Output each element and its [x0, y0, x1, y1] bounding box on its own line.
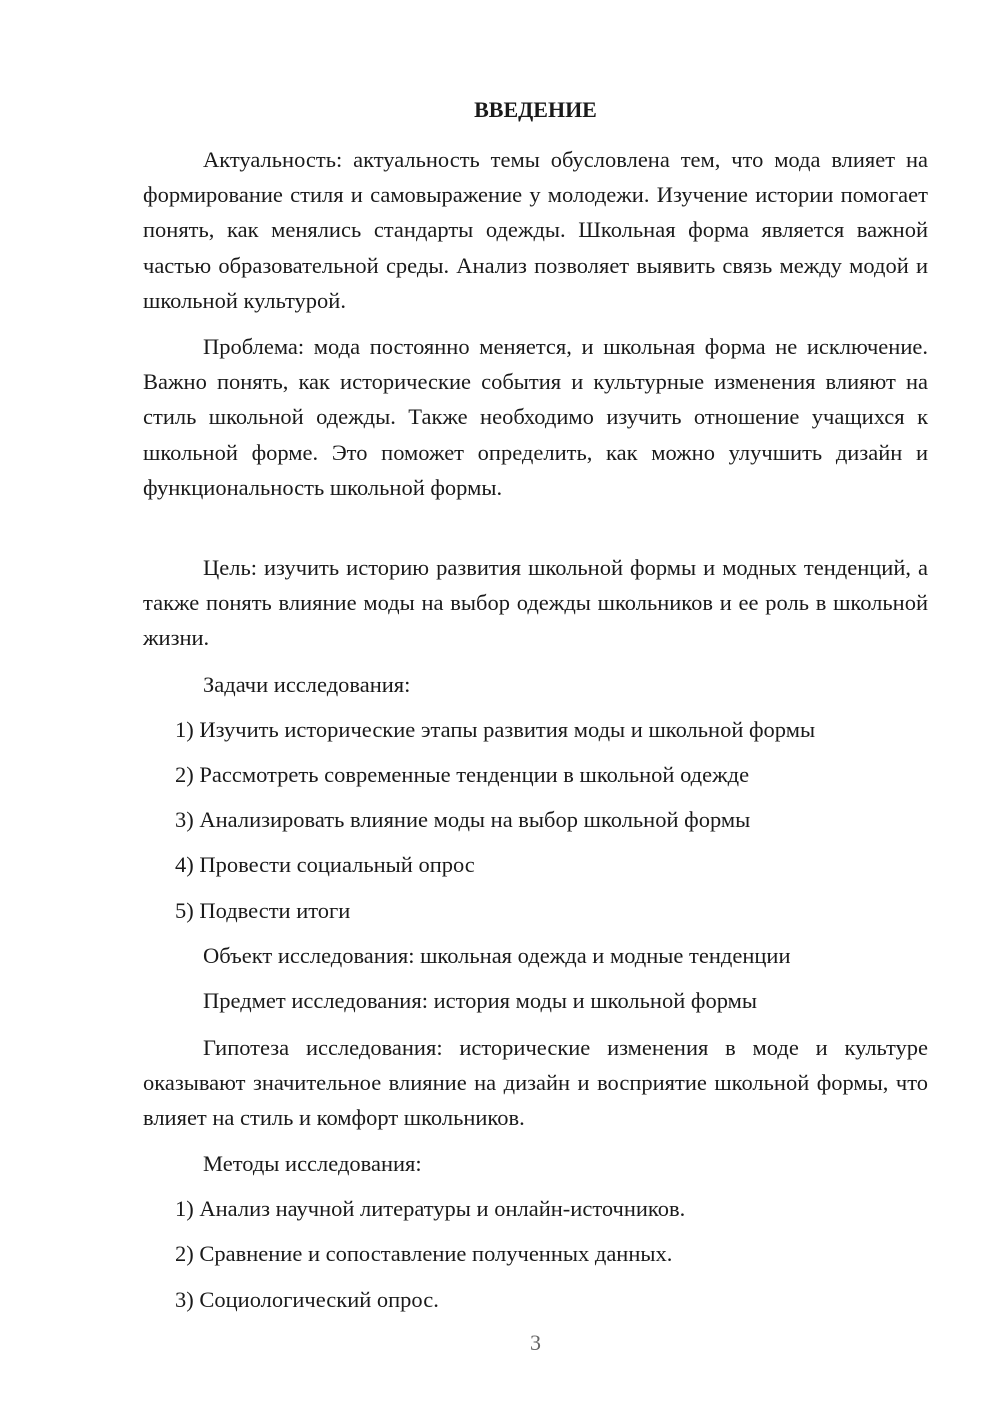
- research-subject: Предмет исследования: история моды и школьной формы: [203, 988, 757, 1013]
- relevance-paragraph: Актуальность: актуальность темы обусловлена тем, что мода влияет на формирование стиля и самовыражение у молодежи. Изучение истории помогает понять, как менялись стандарты одежды. Школьная форма является важной частью образовательной среды. Анализ позволяет выявить связь между модой и школьной культурой.: [143, 147, 928, 313]
- page-number: 3: [530, 1330, 541, 1355]
- tasks-heading: Задачи исследования:: [203, 672, 411, 697]
- task-item: 4) Провести социальный опрос: [175, 852, 475, 877]
- method-item: 1) Анализ научной литературы и онлайн-источников.: [175, 1196, 686, 1221]
- research-object: Объект исследования: школьная одежда и модные тенденции: [203, 943, 791, 968]
- task-item: 3) Анализировать влияние моды на выбор школьной формы: [175, 807, 751, 832]
- hypothesis-paragraph: Гипотеза исследования: исторические изменения в моде и культуре оказывают значительное влияние на дизайн и восприятие школьной формы, что влияет на стиль и комфорт школьников.: [143, 1035, 928, 1131]
- method-item: 2) Сравнение и сопоставление полученных данных.: [175, 1241, 673, 1266]
- task-item: 1) Изучить исторические этапы развития моды и школьной формы: [175, 717, 816, 742]
- method-item: 3) Социологический опрос.: [175, 1287, 439, 1312]
- page-title: ВВЕДЕНИЕ: [474, 97, 597, 122]
- task-item: 2) Рассмотреть современные тенденции в школьной одежде: [175, 762, 750, 787]
- goal-paragraph: Цель: изучить историю развития школьной формы и модных тенденций, а также понять влияние моды на выбор одежды школьников и ее роль в школьной жизни.: [143, 555, 928, 651]
- task-item: 5) Подвести итоги: [175, 898, 351, 923]
- methods-heading: Методы исследования:: [203, 1151, 422, 1176]
- problem-paragraph: Проблема: мода постоянно меняется, и школьная форма не исключение. Важно понять, как исторические события и культурные изменения влияют на стиль школьной одежды. Также необходимо изучить отношение учащихся к школьной форме. Это поможет определить, как можно улучшить дизайн и функциональность школьной формы.: [143, 334, 928, 500]
